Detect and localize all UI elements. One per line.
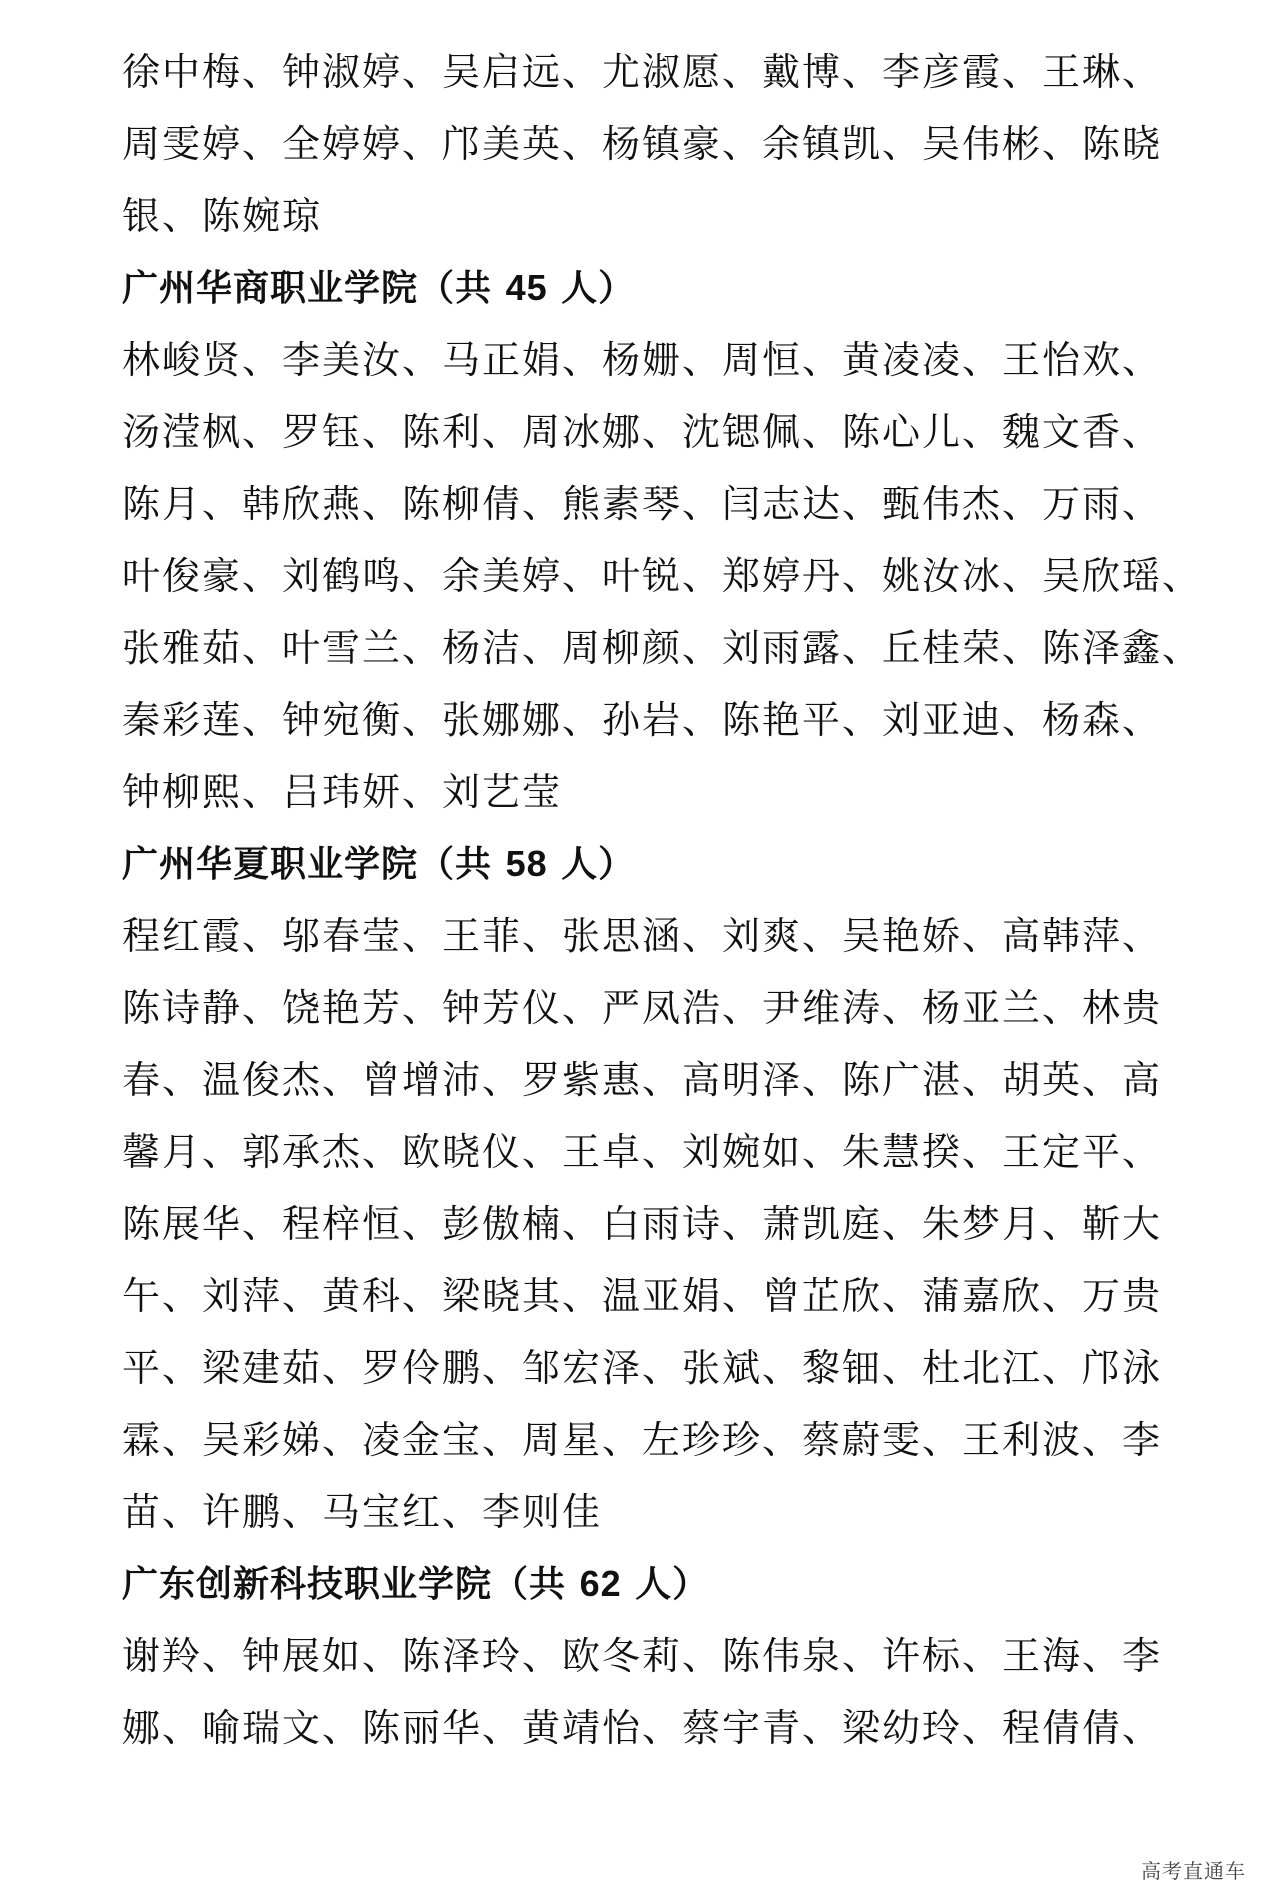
heading-title: 广东创新科技职业学院（共: [122, 1564, 567, 1605]
heading-title: 广州华商职业学院（共: [122, 268, 493, 309]
name-list-line: 徐中梅、钟淑婷、吴启远、尤淑愿、戴博、李彦霞、王琳、: [122, 50, 1163, 94]
document-page: [122, 36, 1203, 1764]
name-list-line: 秦彩莲、钟宛衡、张娜娜、孙岩、陈艳平、刘亚迪、杨森、: [122, 698, 1163, 742]
name-list-line: 程红霞、邬春莹、王菲、张思涵、刘爽、吴艳娇、高韩萍、: [122, 914, 1163, 958]
name-list-line: 娜、喻瑞文、陈丽华、黄靖怡、蔡宇青、梁幼玲、程倩倩、: [122, 1706, 1163, 1750]
name-list-line: 馨月、郭承杰、欧晓仪、王卓、刘婉如、朱慧揆、王定平、: [122, 1130, 1163, 1174]
name-list-line: 陈月、韩欣燕、陈柳倩、熊素琴、闫志达、甄伟杰、万雨、: [122, 482, 1163, 526]
name-list-line: 谢羚、钟展如、陈泽玲、欧冬莉、陈伟泉、许标、王海、李: [122, 1634, 1163, 1678]
section-heading: [122, 252, 1182, 324]
name-list-line: 林峻贤、李美汝、马正娟、杨姗、周恒、黄凌凌、王怡欢、: [122, 338, 1163, 382]
name-list-line: 午、刘萍、黄科、梁晓其、温亚娟、曾芷欣、蒲嘉欣、万贵: [122, 1274, 1163, 1318]
name-list-line: 汤滢枫、罗钰、陈利、周冰娜、沈锶佩、陈心儿、魏文香、: [122, 410, 1163, 454]
heading-title: 广州华夏职业学院（共: [122, 844, 493, 885]
heading-count: 58: [505, 843, 548, 884]
section-heading: [122, 1548, 1182, 1620]
name-list-line: 春、温俊杰、曾增沛、罗紫惠、高明泽、陈广湛、胡英、高: [122, 1058, 1163, 1102]
name-list-line: 陈诗静、饶艳芳、钟芳仪、严凤浩、尹维涛、杨亚兰、林贵: [122, 986, 1163, 1030]
name-list-line: 钟柳熙、吕玮妍、刘艺莹: [122, 770, 563, 814]
name-list-line: 平、梁建茹、罗伶鹏、邹宏泽、张斌、黎钿、杜北江、邝泳: [122, 1346, 1163, 1390]
heading-count: 45: [505, 267, 548, 308]
heading-suffix: 人）: [635, 1564, 710, 1605]
heading-count: 62: [579, 1563, 622, 1604]
watermark: 高考直通车: [1141, 1859, 1246, 1883]
name-list-line: 银、陈婉琼: [122, 194, 323, 238]
name-list-line: 周雯婷、全婷婷、邝美英、杨镇豪、余镇凯、吴伟彬、陈晓: [122, 122, 1163, 166]
heading-suffix: 人）: [561, 844, 636, 885]
name-list-line: 霖、吴彩娣、凌金宝、周星、左珍珍、蔡蔚雯、王利波、李: [122, 1418, 1163, 1462]
name-list-line: 张雅茹、叶雪兰、杨洁、周柳颜、刘雨露、丘桂荣、陈泽鑫、: [122, 626, 1203, 670]
name-list-line: 苗、许鹏、马宝红、李则佳: [122, 1490, 603, 1534]
name-list-line: 叶俊豪、刘鹤鸣、余美婷、叶锐、郑婷丹、姚汝冰、吴欣瑶、: [122, 554, 1203, 598]
heading-suffix: 人）: [561, 268, 636, 309]
section-heading: [122, 828, 1182, 900]
name-list-line: 陈展华、程梓恒、彭傲楠、白雨诗、萧凯庭、朱梦月、靳大: [122, 1202, 1163, 1246]
